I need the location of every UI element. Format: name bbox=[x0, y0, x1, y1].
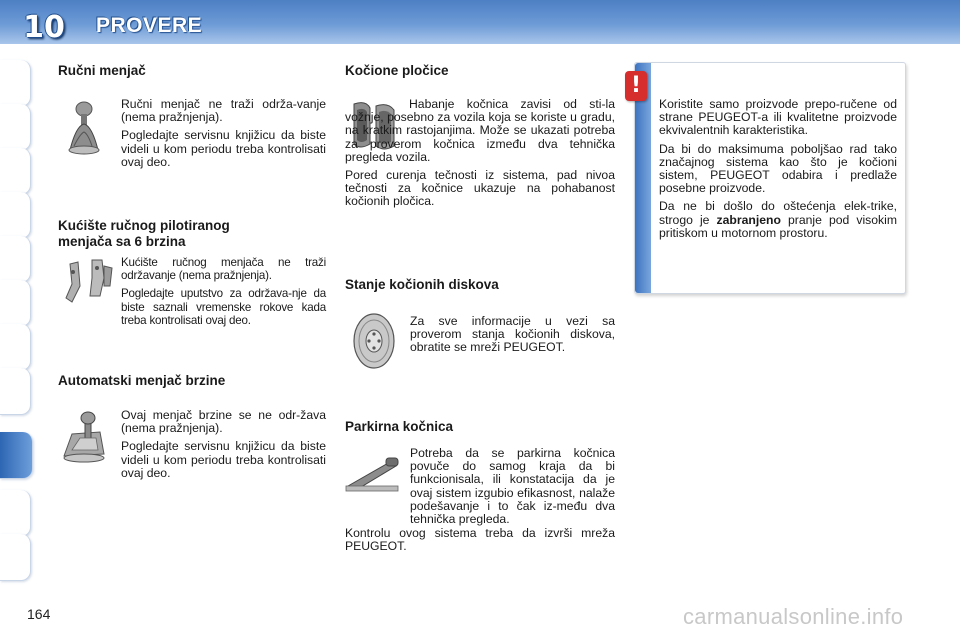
paragraph: Koristite samo proizvode prepo-ručene od strane PEUGEOT-a ili kvalitetne proizvode ekvivalentnih karakteristika. bbox=[659, 97, 897, 138]
chapter-side-tabs bbox=[0, 60, 34, 580]
automatic-gearbox-text bbox=[121, 409, 326, 485]
paragraph: Potreba da se parkirna kočnica povuče do samog kraja da bi funkcionisala, ili konstatacija da je ovaj sistem izgubio efikasnost, nalaže podešavanje i to čak iz-među dva tehnička pregleda. bbox=[410, 446, 615, 527]
side-tab[interactable] bbox=[0, 490, 31, 537]
section-title-brake-discs: Stanje kočionih diskova bbox=[345, 277, 499, 292]
automatic-shifter-icon bbox=[60, 410, 108, 466]
side-tab[interactable] bbox=[0, 60, 31, 107]
paragraph: Pored curenja tečnosti iz sistema, pad nivoa tečnosti za kočnice ukazuje na pohabanost kočionih pločica. bbox=[345, 168, 615, 209]
warning-exclamation-icon: ! bbox=[625, 71, 647, 101]
paragraph: Pogledajte uputstvo za održava-nje da biste saznali vremenske rokove kada treba kontrolisati ovaj deo. bbox=[121, 287, 326, 327]
paragraph: Kontrolu ovog sistema treba da izvrši mreža PEUGEOT. bbox=[345, 526, 615, 554]
side-tab[interactable] bbox=[0, 236, 31, 283]
warning-text bbox=[659, 98, 897, 245]
chapter-badge bbox=[18, 8, 65, 52]
watermark: carmanualsonline.info bbox=[683, 604, 904, 629]
paragraph: Ovaj menjač brzine se ne odr-žava (nema pražnjenja). bbox=[121, 408, 326, 436]
side-tab[interactable] bbox=[0, 368, 31, 415]
paragraph: Ručni menjač ne traži održa-vanje (nema pražnjenja). bbox=[121, 97, 326, 125]
side-tab[interactable] bbox=[0, 280, 31, 327]
brake-pads-text bbox=[345, 98, 615, 214]
side-tab[interactable] bbox=[0, 534, 31, 581]
manual-gearbox-text bbox=[121, 98, 326, 174]
side-tab[interactable] bbox=[0, 148, 31, 195]
paragraph: Habanje kočnica zavisi od sti-la vožnje, posebno za vozila koja se koriste u gradu, na kratkim rastojanjima. Može se ukazati potreba za proverom kočnica između dva tehnička pregleda vozila. bbox=[345, 97, 615, 164]
text-run: pranje pod visokim pritiskom u motornom prostoru. bbox=[659, 212, 897, 240]
page-number: 164 bbox=[27, 606, 51, 622]
side-tab[interactable] bbox=[0, 104, 31, 151]
paragraph: Kućište ručnog menjača ne traži održavanje (nema pražnjenja). bbox=[121, 256, 326, 283]
paragraph: Za sve informacije u vezi sa proverom stanja kočionih diskova, obratite se mreži PEUGEOT. bbox=[410, 314, 615, 355]
parking-brake-icon bbox=[344, 452, 402, 494]
parking-brake-text-2 bbox=[345, 527, 615, 558]
side-tab-active[interactable] bbox=[0, 432, 33, 479]
section-title-brake-pads: Kočione pločice bbox=[345, 63, 449, 78]
paragraph bbox=[659, 200, 897, 240]
parking-brake-text bbox=[410, 447, 615, 531]
manual-shifter-icon bbox=[62, 100, 104, 156]
page-title: PROVERE bbox=[96, 14, 203, 37]
title-line: Kućište ručnog pilotiranog bbox=[58, 218, 230, 233]
brake-discs-text bbox=[410, 315, 615, 360]
pilot-gearbox-icon bbox=[60, 256, 116, 308]
title-line: menjača sa 6 brzina bbox=[58, 234, 186, 249]
section-title-parking-brake: Parkirna kočnica bbox=[345, 419, 454, 434]
paragraph: Pogledajte servisnu knjižicu da biste videli u kom periodu treba kontrolisati ovaj deo. bbox=[121, 439, 326, 480]
brake-disc-icon bbox=[350, 312, 398, 370]
section-title-manual-gearbox: Ručni menjač bbox=[58, 63, 146, 78]
section-title-pilot-gearbox bbox=[58, 218, 230, 250]
paragraph: Da bi do maksimuma poboljšao rad tako značajnog sistema kao što je kočioni sistem, PEUGEOT odabira i predlaže posebne proizvode. bbox=[659, 141, 897, 196]
text-run: Da ne bi došlo do oštećenja elek-trike, strogo je bbox=[659, 199, 897, 227]
emphasis-forbidden: zabranjeno bbox=[716, 212, 781, 227]
chapter-number: 10 bbox=[23, 10, 65, 45]
side-tab[interactable] bbox=[0, 192, 31, 239]
side-tab[interactable] bbox=[0, 324, 31, 371]
paragraph: Pogledajte servisnu knjižicu da biste videli u kom periodu treba kontrolisati ovaj deo. bbox=[121, 128, 326, 169]
pilot-gearbox-text bbox=[121, 256, 326, 332]
section-title-automatic-gearbox: Automatski menjač brzine bbox=[58, 373, 226, 388]
